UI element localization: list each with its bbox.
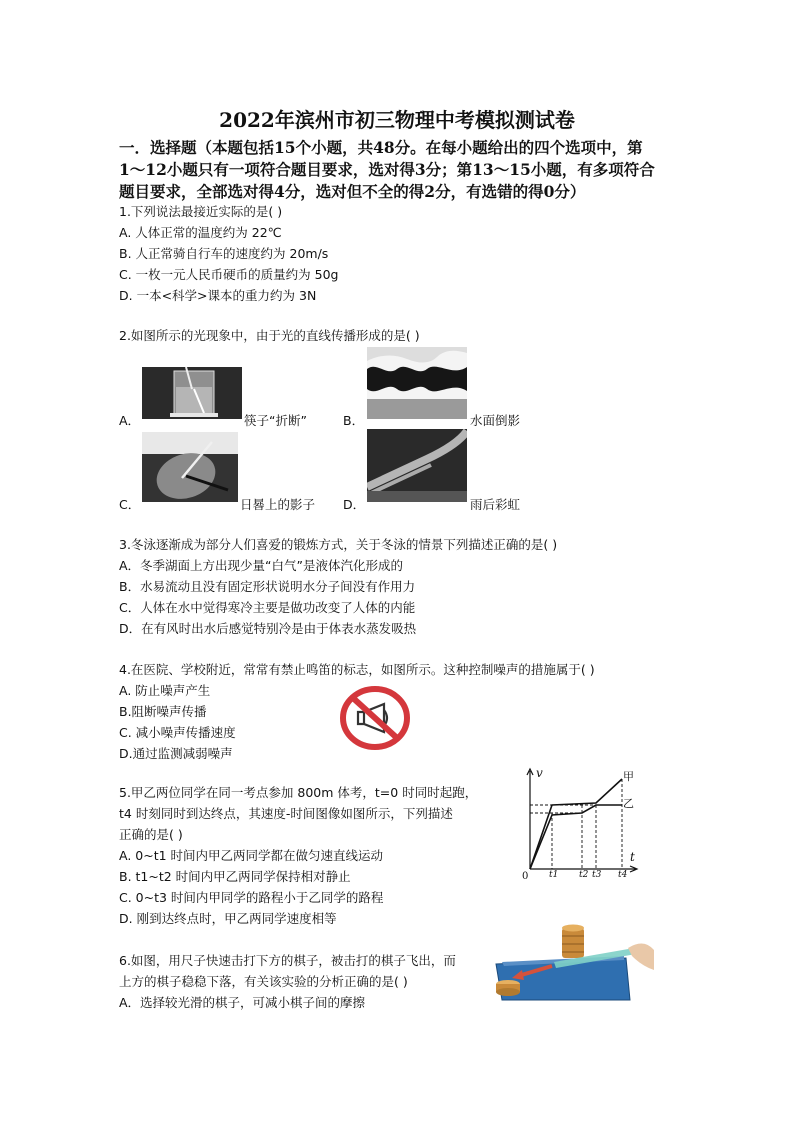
- option-c: C. 减小噪声传播速度: [119, 725, 236, 740]
- section-line-1: 一．选择题（本题包括15个小题，共48分。在每小题给出的四个选项中，第: [119, 138, 643, 157]
- option-c: C．人体在水中觉得寒冷主要是做功改变了人体的内能: [119, 600, 416, 615]
- rainbow-picture: [367, 429, 467, 502]
- option-d: D. 一本<科学>课本的重力约为 3N: [119, 288, 317, 303]
- option-d: D．在有风时出水后感觉特别冷是由于体表水蒸发吸热: [119, 621, 417, 636]
- option-b-letter: B．: [343, 413, 365, 428]
- water-reflection-image: [367, 347, 467, 419]
- section-line-3: 题目要求，全部选对得4分，选对但不全的得2分，有选错的得0分）: [119, 182, 586, 201]
- flying-piece: [496, 980, 520, 996]
- question-stem-line-1: 5.甲乙两位同学在同一考点参加 800m 体考，t=0 时同时起跑，: [119, 785, 478, 800]
- question-stem-line-2: t4 时刻同时到达终点，其速度-时间图像如图所示，下列描述: [119, 806, 453, 821]
- option-c: C. 0~t3 时间内甲同学的路程小于乙同学的路程: [119, 890, 384, 905]
- option-b: B. t1~t2 时间内甲乙两同学保持相对静止: [119, 869, 351, 884]
- option-c-letter: C．: [119, 497, 141, 512]
- graph-tick-t3: t3: [592, 870, 602, 880]
- chopsticks-in-cup-picture: [142, 367, 242, 419]
- sundial-image: [142, 432, 238, 502]
- section-line-2: 1～12小题只有一项符合题目要求，选对得3分；第13～15小题，有多项符合: [119, 160, 655, 179]
- option-b: B．水易流动且没有固定形状说明水分子间没有作用力: [119, 579, 416, 594]
- graph-y-label: v: [536, 766, 543, 780]
- option-a: A. 人体正常的温度约为 22℃: [119, 225, 282, 240]
- option-b: B.阻断噪声传播: [119, 704, 207, 719]
- question-3: [119, 537, 557, 637]
- section-heading: [119, 137, 679, 203]
- hand-shape: [628, 943, 654, 970]
- graph-tick-t4: t4: [618, 870, 628, 880]
- option-a-letter: A．: [119, 413, 141, 428]
- graph-tick-t2: t2: [579, 870, 589, 880]
- option-b: B. 人正常骑自行车的速度约为 20m/s: [119, 246, 329, 261]
- graph-label-yi: 乙: [623, 797, 634, 810]
- question-stem-line-3: 正确的是( ): [119, 827, 183, 842]
- question-stem: 1.下列说法最接近实际的是( ): [119, 204, 283, 219]
- option-a: A. 0~t1 时间内甲乙两同学都在做匀速直线运动: [119, 848, 384, 863]
- option-a: A．选择较光滑的棋子，可减小棋子间的摩擦: [119, 995, 366, 1010]
- chopsticks-image: [142, 367, 242, 419]
- graph-line-yi: [530, 805, 622, 869]
- question-stem: 4.在医院、学校附近，常常有禁止鸣笛的标志，如图所示。这种控制噪声的措施属于( ): [119, 662, 595, 677]
- graph-tick-t1: t1: [549, 870, 559, 880]
- option-d: D. 刚到达终点时，甲乙两同学速度相等: [119, 911, 337, 926]
- graph-x-label: t: [630, 850, 635, 864]
- question-5: [119, 785, 477, 927]
- question-stem-line-2: 上方的棋子稳稳下落，有关该实验的分析正确的是( ): [119, 974, 408, 989]
- option-c: C. 一枚一元人民币硬币的质量约为 50g: [119, 267, 339, 282]
- question-stem: 3.冬泳逐渐成为部分人们喜爱的锻炼方式，关于冬泳的情景下列描述正确的是( ): [119, 537, 558, 552]
- no-honking-sign-icon: [340, 686, 410, 750]
- option-a: A．冬季湖面上方出现少量“白气”是液体汽化形成的: [119, 558, 404, 573]
- sundial-shadow-picture: [142, 432, 238, 502]
- graph-line-jia: [530, 779, 622, 869]
- rainbow-image: [367, 429, 467, 502]
- option-d: D.通过监测减弱噪声: [119, 746, 233, 761]
- page-title: 2022年滨州市初三物理中考模拟测试卷: [219, 108, 575, 132]
- question-stem-line-1: 6.如图，用尺子快速击打下方的棋子，被击打的棋子飞出，而: [119, 953, 456, 968]
- question-6: [119, 953, 456, 1011]
- question-1: [119, 204, 339, 304]
- question-2-stem: 2.如图所示的光现象中，由于光的直线传播形成的是( ): [119, 328, 420, 343]
- graph-label-jia: 甲: [623, 770, 634, 783]
- velocity-time-graph: [512, 765, 642, 885]
- option-a-caption: 筷子“折断”: [244, 413, 307, 428]
- option-d-letter: D．: [343, 497, 366, 512]
- option-b-caption: 水面倒影: [470, 413, 521, 428]
- stacked-pieces: [562, 925, 584, 959]
- chess-piece-experiment-image: [494, 922, 656, 1002]
- option-a: A. 防止噪声产生: [119, 683, 211, 698]
- graph-origin-label: 0: [522, 871, 529, 882]
- option-d-caption: 雨后彩虹: [470, 497, 521, 512]
- water-reflection-picture: [367, 347, 467, 419]
- option-c-caption: 日晷上的影子: [240, 497, 316, 512]
